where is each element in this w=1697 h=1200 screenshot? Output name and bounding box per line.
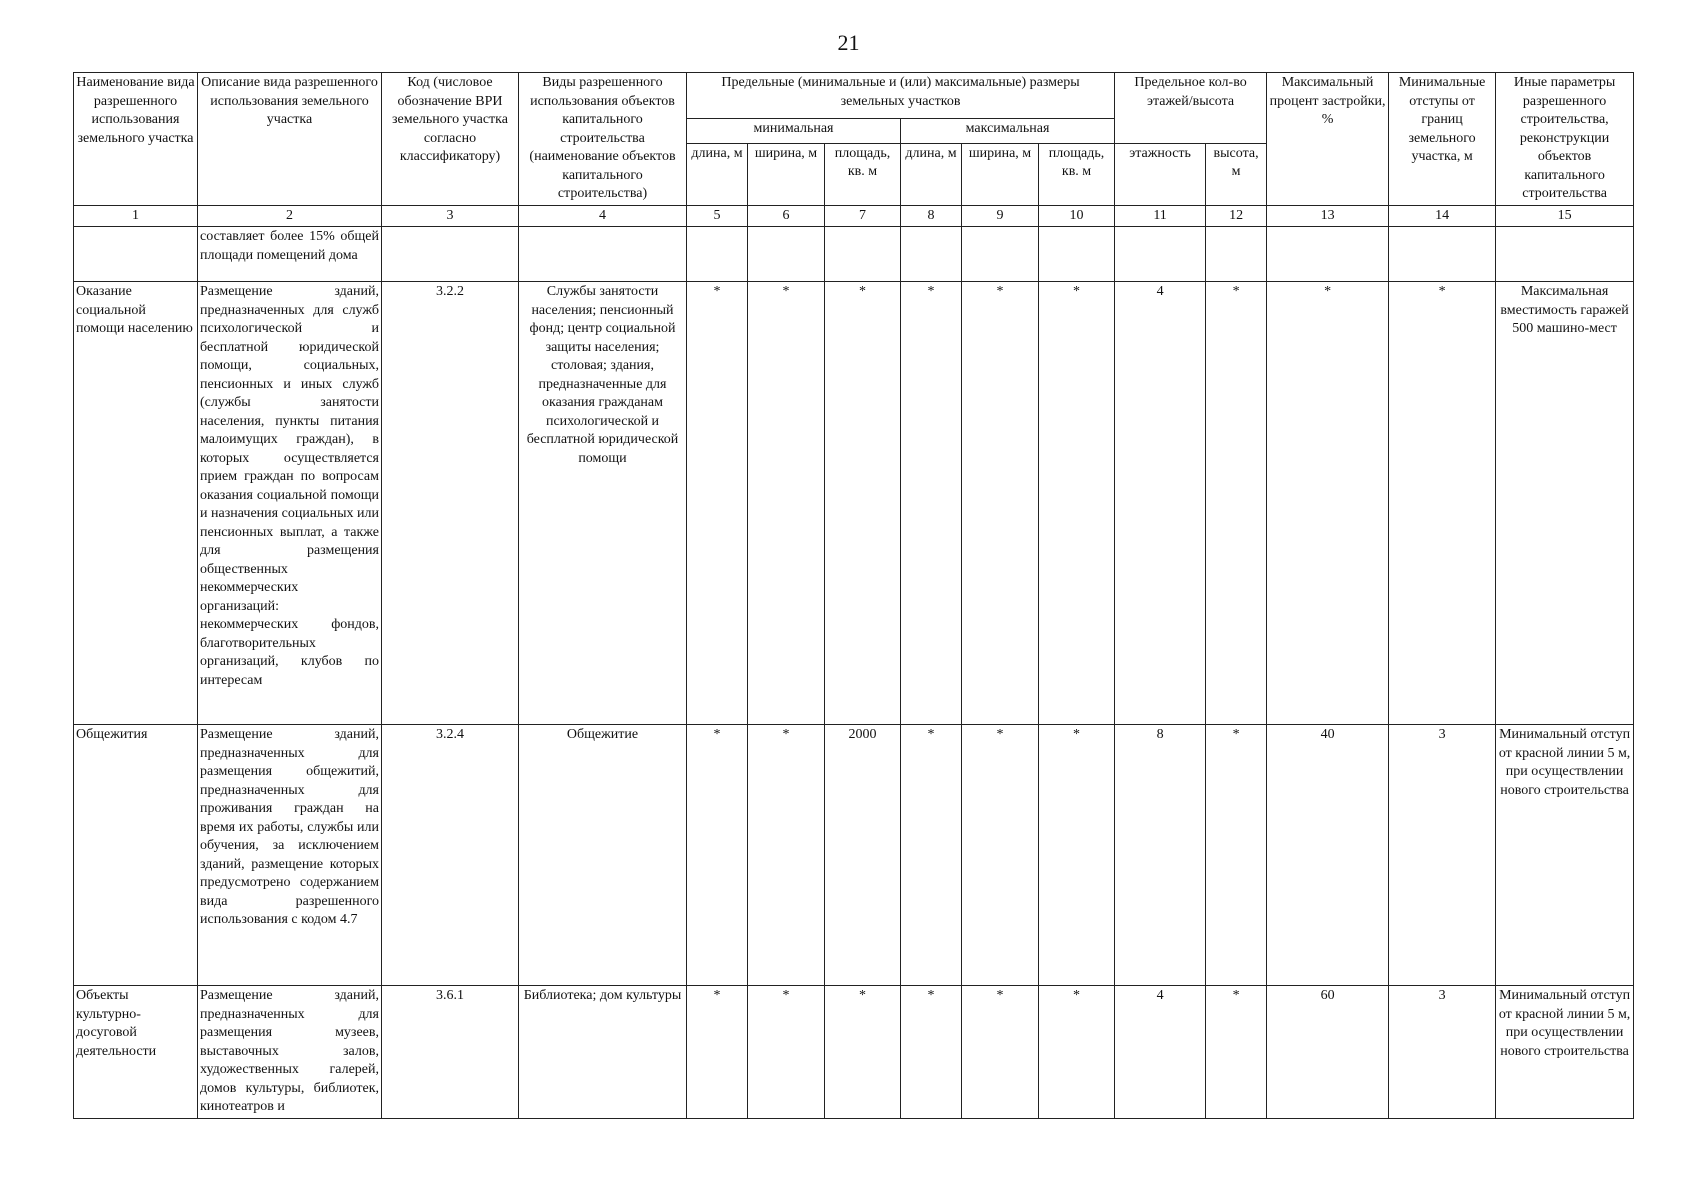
column-numbers-row: [74, 205, 1634, 227]
cell-value: *: [962, 282, 1039, 725]
header-floors: этажность: [1115, 143, 1206, 205]
cell-name: Общежития: [74, 725, 198, 986]
header-max-length: длина, м: [901, 143, 962, 205]
header-max-width: ширина, м: [962, 143, 1039, 205]
header-min-width: ширина, м: [748, 143, 825, 205]
cell-value: *: [687, 282, 748, 725]
cell-description: Размещение зданий, предназначенных для служб психологической и бесплатной юридической помощи, социальных, пенсионных и иных служб (службы занятости населения, пункты питания малоимущих граждан), в которых осуществляется прием граждан по вопросам оказания социальной помощи и назначения социальных или пенсионных выплат, а также для размещения общественных некоммерческих организаций: некоммерческих фондов, благотворительных организаций, клубов по интересам: [198, 282, 382, 725]
cell-value: 2000: [825, 725, 901, 986]
cell-value: *: [748, 725, 825, 986]
cell-value: 40: [1267, 725, 1389, 986]
cell-value: [901, 227, 962, 282]
column-number: 4: [519, 205, 687, 227]
cell-oks: Общежитие: [519, 725, 687, 986]
column-number: 12: [1206, 205, 1267, 227]
column-number: 15: [1496, 205, 1634, 227]
cell-value: *: [687, 986, 748, 1119]
column-number: 7: [825, 205, 901, 227]
column-number: 5: [687, 205, 748, 227]
cell-value: *: [962, 986, 1039, 1119]
header-name: Наименование вида разрешенного использования земельного участка: [74, 73, 198, 206]
cell-value: *: [1206, 986, 1267, 1119]
cell-value: 8: [1115, 725, 1206, 986]
cell-value: *: [825, 986, 901, 1119]
cell-value: *: [901, 986, 962, 1119]
cell-name: Объекты культурно-досуговой деятельности: [74, 986, 198, 1119]
regulations-table: [73, 72, 1634, 1119]
cell-value: *: [1039, 986, 1115, 1119]
cell-value: *: [901, 725, 962, 986]
cell-code: 3.6.1: [382, 986, 519, 1119]
header-other-params: Иные параметры разрешенного строительства, реконструкции объектов капитального строительства: [1496, 73, 1634, 206]
cell-code: [382, 227, 519, 282]
cell-value: *: [825, 282, 901, 725]
cell-other: [1496, 227, 1634, 282]
column-number: 14: [1389, 205, 1496, 227]
cell-value: [1389, 227, 1496, 282]
cell-value: *: [901, 282, 962, 725]
cell-code: 3.2.2: [382, 282, 519, 725]
column-number: 13: [1267, 205, 1389, 227]
header-plot-sizes: Предельные (минимальные и (или) максимальные) размеры земельных участков: [687, 73, 1115, 119]
table-row: [74, 282, 1634, 725]
page-number: 21: [837, 30, 860, 55]
cell-value: *: [748, 986, 825, 1119]
cell-value: [1039, 227, 1115, 282]
cell-name: Оказание социальной помощи населению: [74, 282, 198, 725]
cell-description: Размещение зданий, предназначенных для размещения музеев, выставочных залов, художественных галерей, домов культуры, библиотек, кинотеатров и: [198, 986, 382, 1119]
cell-name: [74, 227, 198, 282]
cell-value: *: [1267, 282, 1389, 725]
cell-value: [748, 227, 825, 282]
table-header: [74, 73, 1634, 227]
cell-value: [687, 227, 748, 282]
cell-value: 3: [1389, 725, 1496, 986]
header-max-coverage: Максимальный процент застройки, %: [1267, 73, 1389, 206]
cell-value: 4: [1115, 986, 1206, 1119]
cell-value: *: [1039, 725, 1115, 986]
header-min-setbacks: Минимальные отступы от границ земельного участка, м: [1389, 73, 1496, 206]
header-description: Описание вида разрешенного использования земельного участка: [198, 73, 382, 206]
header-floors-height: Предельное кол-во этажей/высота: [1115, 73, 1267, 144]
header-max-area: площадь, кв. м: [1039, 143, 1115, 205]
column-number: 1: [74, 205, 198, 227]
cell-value: *: [748, 282, 825, 725]
cell-value: 3: [1389, 986, 1496, 1119]
cell-value: [1115, 227, 1206, 282]
header-min-length: длина, м: [687, 143, 748, 205]
cell-description: Размещение зданий, предназначенных для размещения общежитий, предназначенных для проживания граждан на время их работы, службы или обучения, за исключением зданий, размещение которых предусмотрено содержанием вида разрешенного использования с кодом 4.7: [198, 725, 382, 986]
cell-value: *: [1206, 282, 1267, 725]
cell-other: Минимальный отступ от красной линии 5 м, при осуществлении нового строительства: [1496, 986, 1634, 1119]
header-oks-types: Виды разрешенного использования объектов капитального строительства (наименование объектов капитального строительства): [519, 73, 687, 206]
header-maximum: максимальная: [901, 118, 1115, 143]
cell-value: 4: [1115, 282, 1206, 725]
column-number: 6: [748, 205, 825, 227]
cell-other: Максимальная вместимость гаражей 500 машино-мест: [1496, 282, 1634, 725]
column-number: 10: [1039, 205, 1115, 227]
cell-other: Минимальный отступ от красной линии 5 м, при осуществлении нового строительства: [1496, 725, 1634, 986]
header-height: высота, м: [1206, 143, 1267, 205]
column-number: 9: [962, 205, 1039, 227]
table-row: [74, 725, 1634, 986]
column-number: 3: [382, 205, 519, 227]
cell-description: составляет более 15% общей площади помещений дома: [198, 227, 382, 282]
cell-code: 3.2.4: [382, 725, 519, 986]
header-minimum: минимальная: [687, 118, 901, 143]
cell-oks: [519, 227, 687, 282]
column-number: 11: [1115, 205, 1206, 227]
cell-value: [1267, 227, 1389, 282]
cell-value: [962, 227, 1039, 282]
cell-value: [825, 227, 901, 282]
header-min-area: площадь, кв. м: [825, 143, 901, 205]
cell-value: *: [962, 725, 1039, 986]
column-number: 8: [901, 205, 962, 227]
cell-value: *: [687, 725, 748, 986]
header-code: Код (числовое обозначение ВРИ земельного участка согласно классификатору): [382, 73, 519, 206]
column-number: 2: [198, 205, 382, 227]
cell-oks: Службы занятости населения; пенсионный фонд; центр социальной защиты населения; столовая; здания, предназначенные для оказания гражданам психологической и бесплатной юридической помощи: [519, 282, 687, 725]
table-row: [74, 986, 1634, 1119]
cell-value: *: [1206, 725, 1267, 986]
cell-value: [1206, 227, 1267, 282]
cell-oks: Библиотека; дом культуры: [519, 986, 687, 1119]
table-row: [74, 227, 1634, 282]
cell-value: 60: [1267, 986, 1389, 1119]
cell-value: *: [1389, 282, 1496, 725]
cell-value: *: [1039, 282, 1115, 725]
